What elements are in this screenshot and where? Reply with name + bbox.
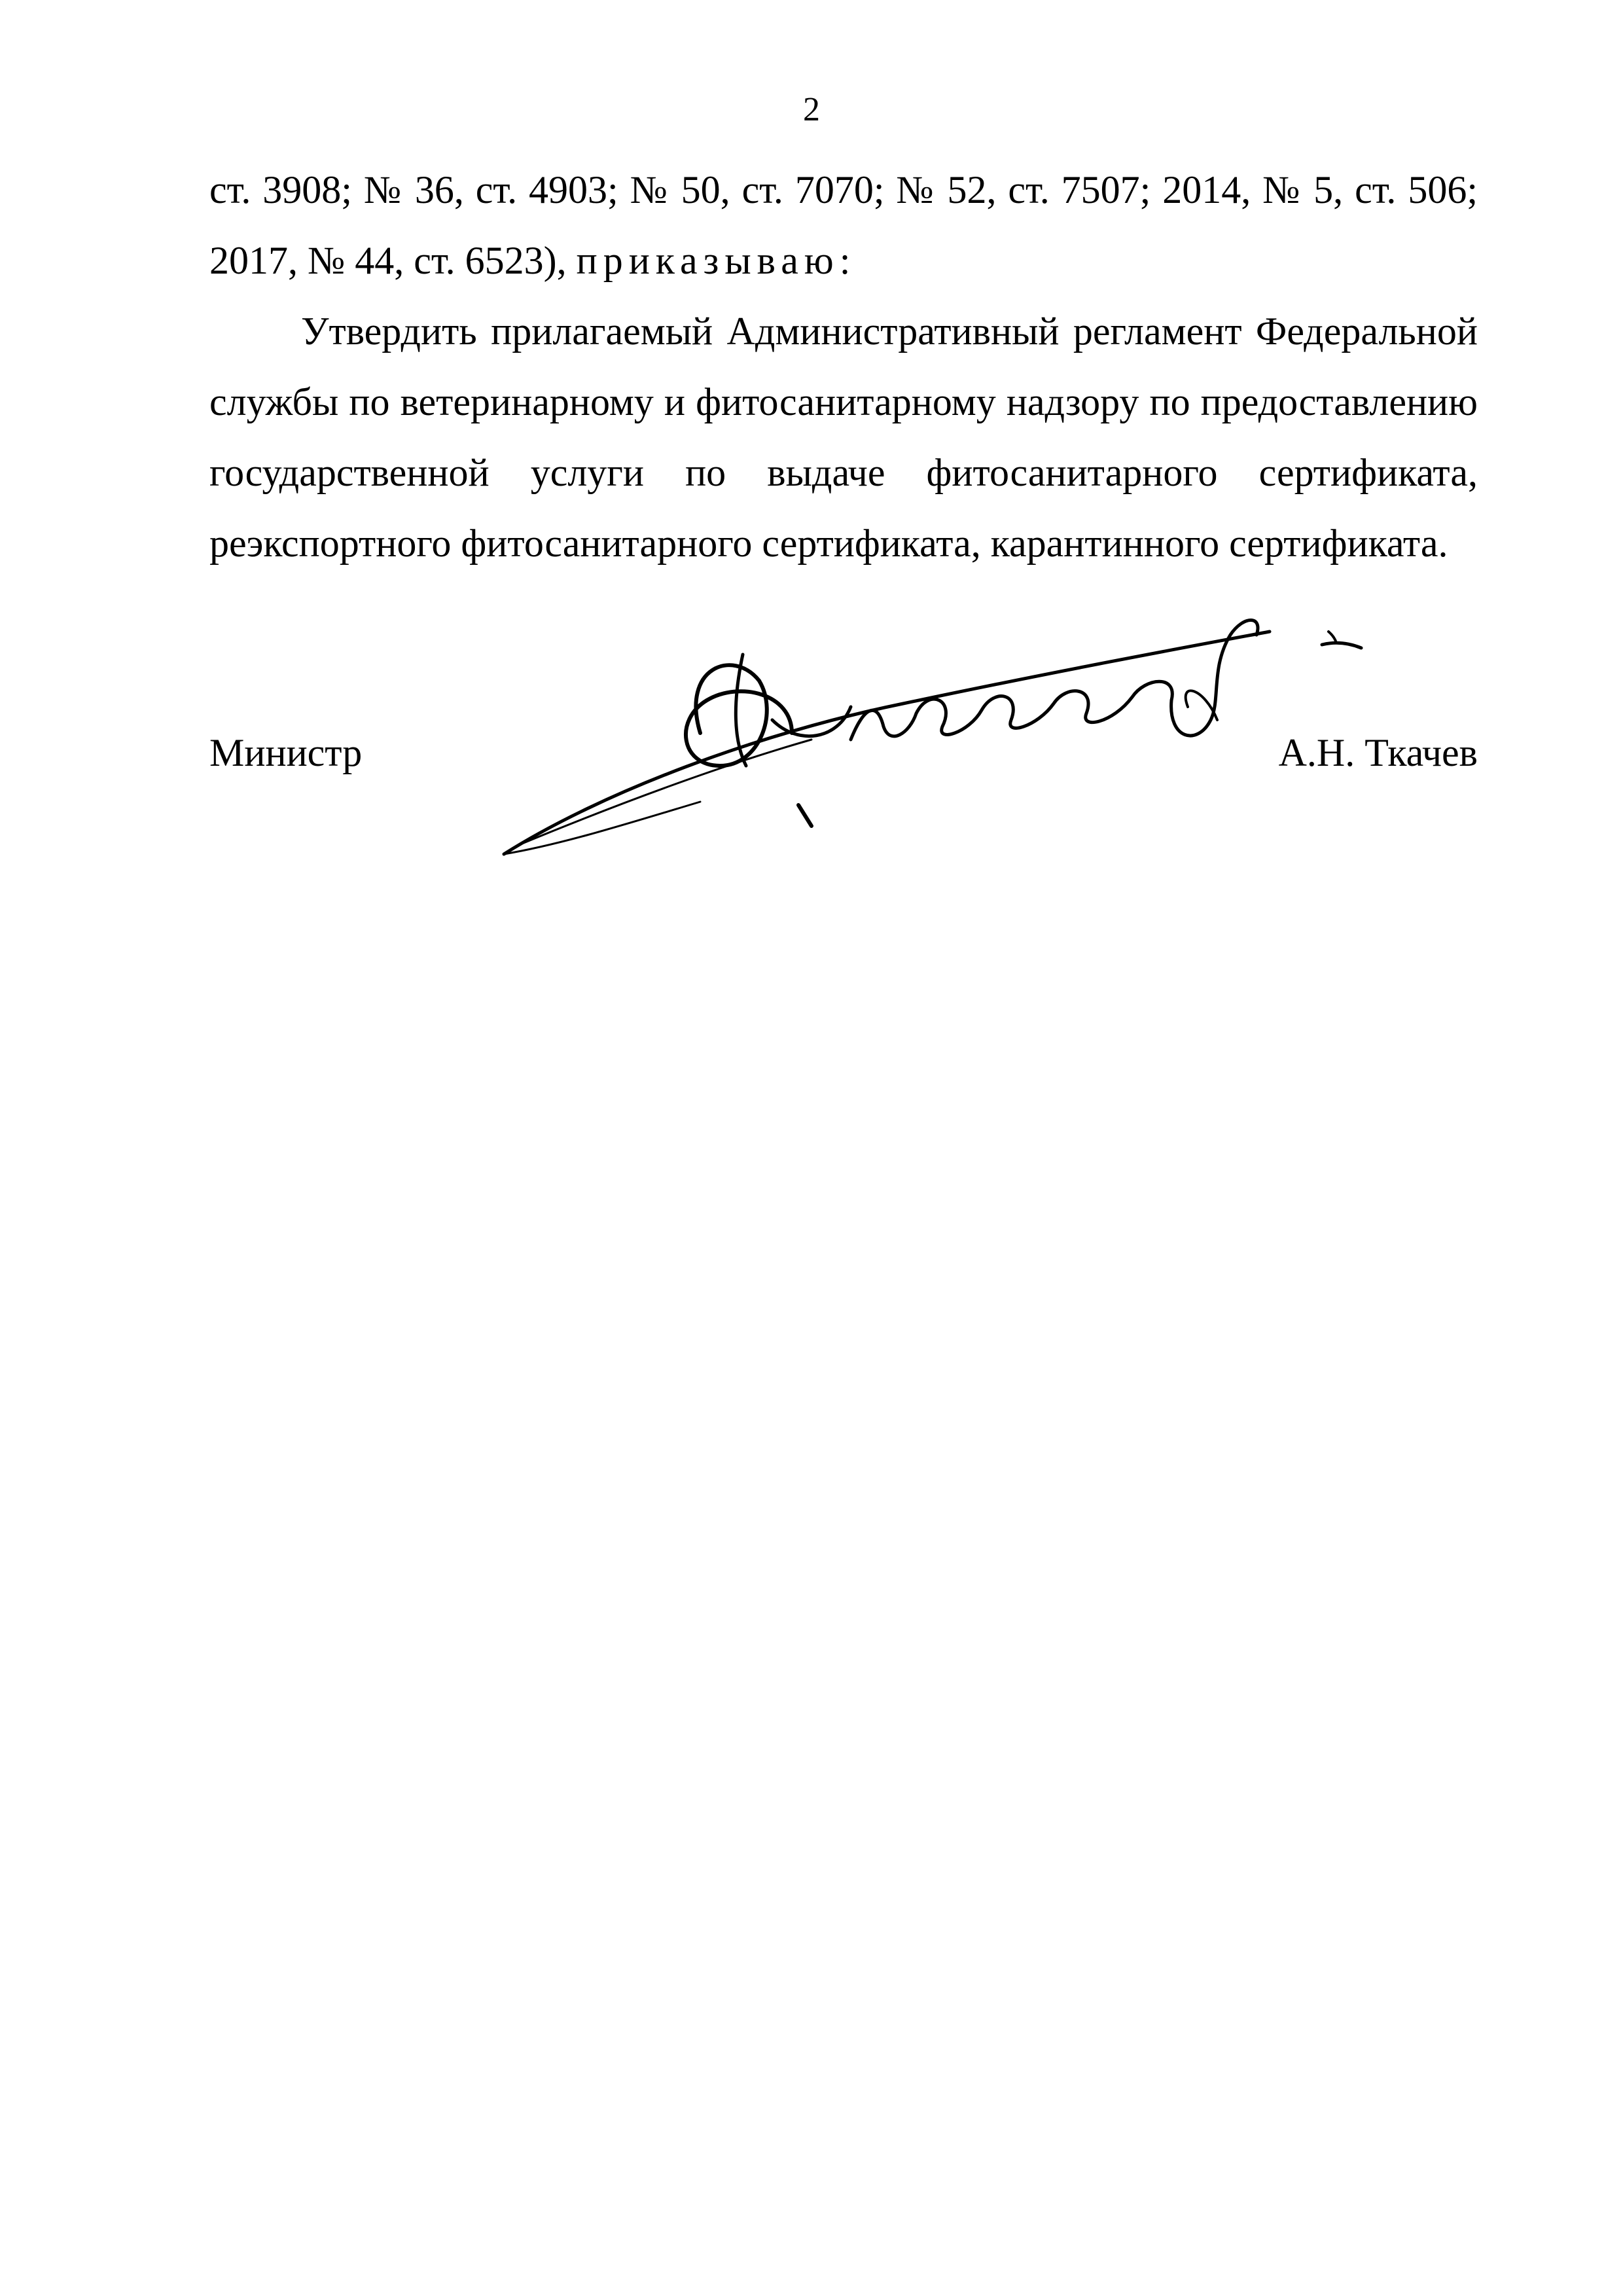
paragraph-citation bbox=[209, 154, 1478, 296]
document-body bbox=[209, 154, 1478, 579]
page-number: 2 bbox=[803, 91, 820, 128]
signatory-title: Министр bbox=[209, 731, 363, 774]
signatory-name: А.Н. Ткачев bbox=[1278, 731, 1478, 774]
order-word: приказываю bbox=[576, 239, 840, 282]
citation-text: ст. 3908; № 36, ст. 4903; № 50, ст. 7070; № 52, ст. 7507; 2014, № 5, ст. 506; 2017, № 44, ст. 6523), bbox=[209, 168, 1478, 282]
handwritten-signature bbox=[484, 569, 1374, 870]
order-colon: : bbox=[839, 239, 851, 282]
paragraph-approval: Утвердить прилагаемый Административный регламент Федеральной службы по ветеринарному и фитосанитарному надзору по предоставлению государственной услуги по выдаче фитосанитарного сертификата, реэкспортного фитосанитарного сертификата, карантинного сертификата. bbox=[209, 310, 1478, 565]
